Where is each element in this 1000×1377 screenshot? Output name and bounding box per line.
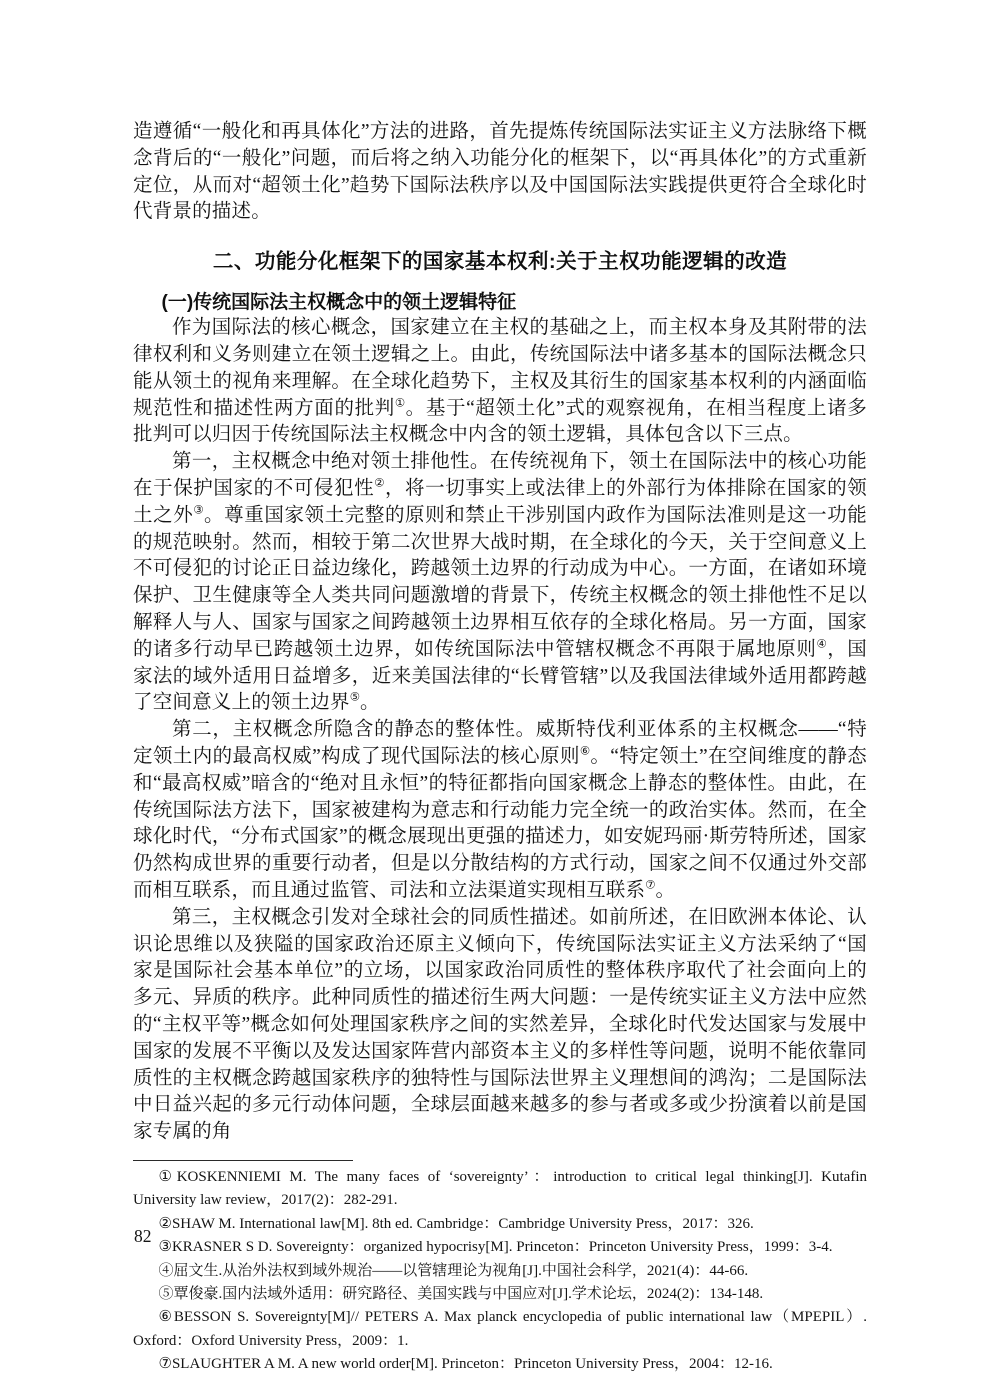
footnote-item: ⑥BESSON S. Sovereignty[M]// PETERS A. Max planck encyclopedia of public international law（MPEPIL）. Oxford：Oxford University Press，2009：1. [133,1309,867,1349]
footnote-item: ①KOSKENNIEMI M. The many faces of ‘sovereignty’：introduction to critical legal thinking[J]. Kutafin University law review，2017(2)：282-291. [133,1168,867,1209]
page-number: 82 [134,1226,152,1246]
section-heading: 二、功能分化框架下的国家基本权利:关于主权功能逻辑的改造 [212,250,788,274]
footnote-list [133,1166,867,1377]
paragraph-continuation: 造遵循“一般化和再具体化”方法的进路，首先提炼传统国际法实证主义方法脉络下概念背后的“一般化”问题，而后将之纳入功能分化的框架下，以“再具体化”的方式重新定位，从而对“超领土化”趋势下国际法秩序以及中国国际法实践提供更符合全球化时代背景的描述。 [133,121,867,223]
footnote-separator [133,1160,353,1161]
body-paragraph: 作为国际法的核心概念，国家建立在主权的基础之上，而主权本身及其附带的法律权利和义务则建立在领土逻辑之上。由此，传统国际法中诸多基本的国际法概念只能从领土的视角来理解。在全球化趋势下，主权及其衍生的国家基本权利的内涵面临规范性和描述性两方面的批判①。基于“超领土化”式的观察视角，在相当程度上诸多批判可以归因于传统国际法主权概念中内含的领土逻辑，具体包含以下三点。 [133,317,868,446]
footnote-item: ⑦SLAUGHTER A M. A new world order[M]. Princeton：Princeton University Press，2004：12-16. [158,1356,773,1373]
body-paragraph: 第一，主权概念中绝对领土排他性。在传统视角下，领土在国际法中的核心功能在于保护国家的不可侵犯性②，将一切事实上或法律上的外部行为体排除在国家的领土之外③。尊重国家领土完整的原则和禁止干涉别国内政作为国际法准则是这一功能的规范映射。然而，相较于第二次世界大战时期，在全球化的今天，关于空间意义上不可侵犯的讨论正日益边缘化，跨越领土边界的行动成为中心。一方面，在诸如环境保护、卫生健康等全人类共同问题激增的背景下，传统主权概念的领土排他性不足以解释人与人、国家与国家之间跨越领土边界相互依存的全球化格局。另一方面，国家的诸多行动早已跨越领土边界，如传统国际法中管辖权概念不再限于属地原则④，国家法的域外适用日益增多，近来美国法律的“长臂管辖”以及我国法律域外适用都跨越了空间意义上的领土边界⑤。 [133,451,867,714]
body-paragraph: 第二，主权概念所隐含的静态的整体性。威斯特伐利亚体系的主权概念——“特定领土内的最高权威”构成了现代国际法的核心原则⑥。“特定领土”在空间维度的静态和“最高权威”暗含的“绝对且永恒”的特征都指向国家概念上静态的整体性。由此，在传统国际法方法下，国家被建构为意志和行动能力完全统一的政治实体。然而，在全球化时代，“分布式国家”的概念展现出更强的描述力，如安妮玛丽·斯劳特所述，国家仍然构成世界的重要行动者，但是以分散结构的方式行动，国家之间不仅通过外交部而相互联系，而且通过监管、司法和立法渠道实现相互联系⑦。 [133,719,867,901]
footnote-item: ②SHAW M. International law[M]. 8th ed. Cambridge：Cambridge University Press，2017：326. [158,1215,754,1232]
subsection-heading: (一)传统国际法主权概念中的领土逻辑特征 [161,292,517,314]
footnotes-section [133,1160,867,1377]
footnote-item: ③KRASNER S D. Sovereignty：organized hypocrisy[M]. Princeton：Princeton University Press，1999：3-4. [158,1239,833,1256]
body-paragraphs [133,315,867,1146]
footnote-item: ⑤覃俊豪.国内法域外适用：研究路径、美国实践与中国应对[J].学术论坛，2024(2)：134-148. [158,1285,764,1302]
body-paragraph: 第三，主权概念引发对全球社会的同质性描述。如前所述，在旧欧洲本体论、认识论思维以及狭隘的国家政治还原主义倾向下，传统国际法实证主义方法采纳了“国家是国际社会基本单位”的立场，以国家政治同质性的整体秩序取代了社会面向上的多元、异质的秩序。此种同质性的描述衍生两大问题：一是传统实证主义方法中应然的“主权平等”概念如何处理国家秩序之间的实然差异，全球化时代发达国家与发展中国家的发展不平衡以及发达国家阵营内部资本主义的多样性等问题，说明不能依靠同质性的主权概念跨越国家秩序的独特性与国际法世界主义理想间的鸿沟；二是国际法中日益兴起的多元行动体问题，全球层面越来越多的参与者或多或少扮演着以前是国家专属的角 [133,906,867,1143]
footnote-item: ④屈文生.从治外法权到域外规治——以管辖理论为视角[J].中国社会科学，2021(4)：44-66. [158,1262,749,1279]
page-content [133,119,867,1377]
